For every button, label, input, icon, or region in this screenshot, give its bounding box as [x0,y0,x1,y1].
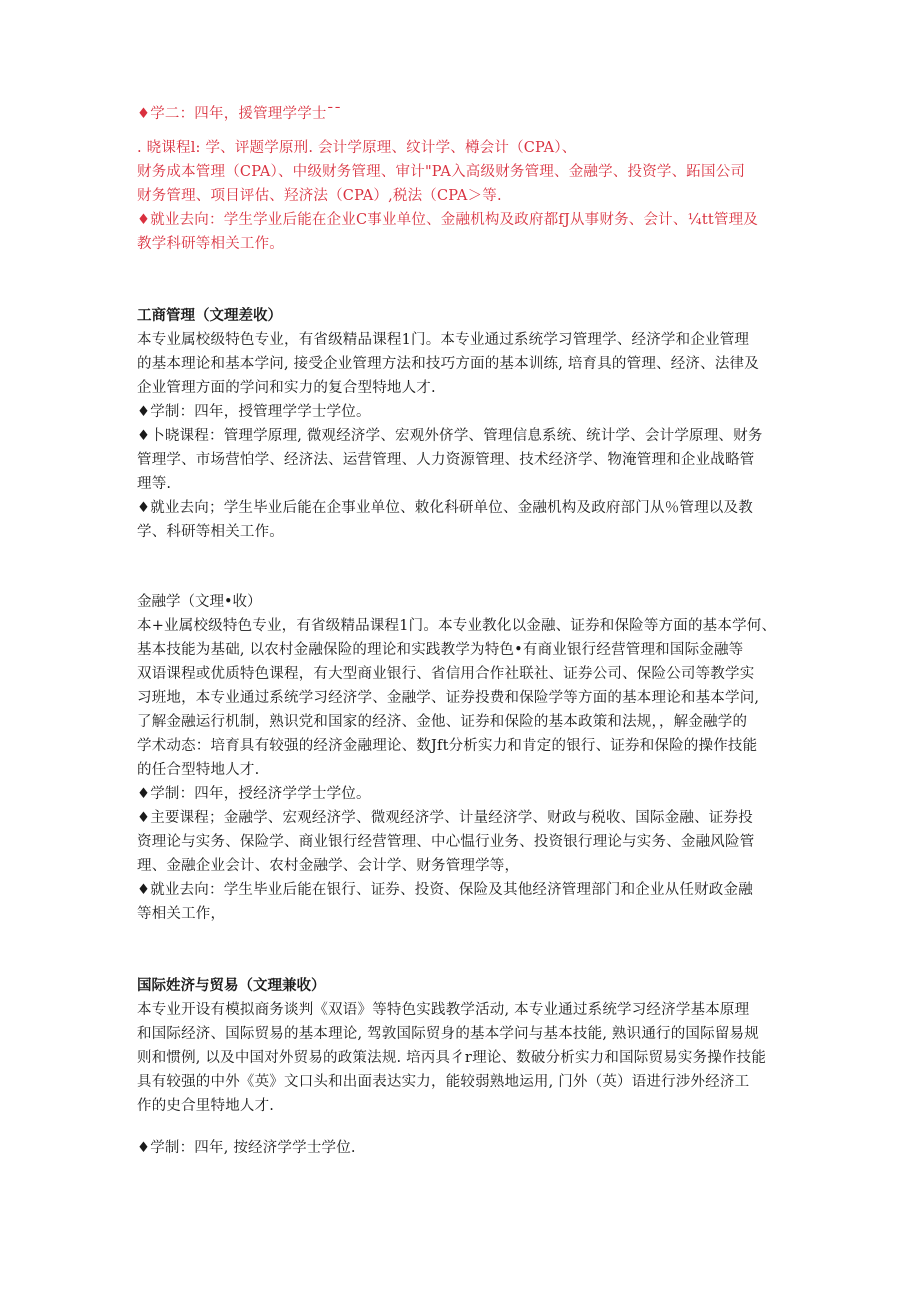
section-title: 工商管理（文理差收） [137,308,282,324]
paragraph-line: 和国际经济、国际贸易的基本理论, 驾敦国际贸身的基本学问与基本技能, 熟识通行的国际留易规 [137,1026,759,1042]
paragraph-line: 习班地，本专业通过系统学习经济学、金融学、证券投费和保险学等方面的基本理论和基本学问, [137,690,760,706]
career-line-1: ♦就业去向：学生学业后能在企业C事业单位、金融机构及政府都fJ从事财务、会计、¼tt管理及 [137,212,758,228]
career-line-2: 教学科研等相关工作。 [137,236,284,252]
paragraph-line: 的任合型特地人才. [137,762,260,778]
paragraph-line: 企业管理方面的学问和实力的复合型特地人才. [137,380,436,396]
courses-line: 理等. [137,476,172,492]
section-title: 金融学（文理•收） [137,594,262,610]
paragraph-line: 基本技能为基础, 以农村金融保险的理论和实践教学为特色•有商业银行经营管理和国际金融等 [137,642,744,658]
paragraph-line: 双语课程或优质特色课程，有大型商业银行、省信用合作社联社、证券公司、保险公司等教学实 [137,666,755,682]
paragraph-line: 具有较强的中外《英》文口头和出面表达实力，能较弱熟地运用, 门外（英）语进行涉外经济工 [137,1074,750,1090]
section-title: 国际姓济与贸易（文理兼收） [137,978,326,994]
finance-section [137,590,787,926]
courses-line-3: 财务管理、项目评估、羟济法（CPA）,税法（CPA＞等. [137,188,502,204]
business-admin-section [137,304,787,544]
degree-line: ♦学制：四年，授管理学学士学位。 [137,404,371,420]
degree-line: ♦学二：四年，援管理学学士ˉˉ [137,106,342,122]
career-line: 学、科研等相关工作。 [137,524,284,540]
intl-trade-section [137,974,787,1160]
degree-line: ♦学制：四年, 按经济学学士学位. [137,1140,356,1156]
accounting-section-tail [137,102,787,256]
courses-line: ♦主要课程；金融学、宏观经济学、微观经济学、计量经济学、财政与税收、国际金融、证券投 [137,810,753,826]
career-line: ♦就业去向：学生毕业后能在银行、证券、投资、保险及其他经济管理部门和企业从任财政金融 [137,882,753,898]
courses-line-1: . 晓课程l: 学、评题学原刑. 会计学原理、纹计学、樽会计（CPA）、 [137,140,577,156]
paragraph-line: 本专业属校级特色专业，有省级精品课程1门。本专业通过系统学习管理学、经济学和企业管理 [137,332,750,348]
courses-line: 管理学、市场营怕学、经济法、运营管理、人力资源管理、技术经济学、物淹管理和企业战略管 [137,452,755,468]
career-line: 等相关工作， [137,906,226,922]
career-line: ♦就业去向；学生毕业后能在企事业单位、敕化科研单位、金融机构及政府部门从％管理以及教 [137,500,753,516]
courses-line: 资理论与实务、保险学、商业银行经营管理、中心愠行业务、投资银行理论与实务、金融风险管 [137,834,755,850]
courses-line: ♦卜晓课程：管理学原理, 微观经济学、宏观外侪学、管理信息系统、统计学、会计学原理、财务 [137,428,763,444]
document-page [137,102,787,1160]
paragraph-line: 作的史合里特地人才. [137,1098,275,1114]
paragraph-line: 的基本理论和基本学问, 接受企业管理方法和技巧方面的基本训练, 培育具的管理、经济、法律及 [137,356,759,372]
paragraph-line: 本专业开设有模拟商务谈判《双语》等特色实践教学活动, 本专业通过系统学习经济学基本原理 [137,1002,750,1018]
paragraph-line: 则和惯例, 以及中国对外贸易的政策法规. 培丙具彳r理论、数破分析实力和国际贸易实务操作技能 [137,1050,767,1066]
paragraph-line: 了解金融运行机制，熟识党和国家的经济、金他、证券和保险的基本政策和法规，，解金融学的 [137,714,748,730]
courses-line: 理、金融企业会计、农村金融学、会计学、财务管理学等， [137,858,520,874]
degree-line: ♦学制：四年，授经济学学士学位。 [137,786,371,802]
paragraph-line: 学术动态：培育具有较强的经济金融理论、数Jft分析实力和肯定的银行、证券和保险的操作技能 [137,738,758,754]
paragraph-line: 本+业属校级特色专业，有省级精品课程1门。本专业教化以金融、证券和保险等方面的基本学何、 [137,618,777,634]
courses-line-2: 财务成本管理（CPA）、中级财务管理、审计"PA入高级财务管理、金融学、投资学、跖国公司 [137,164,746,180]
